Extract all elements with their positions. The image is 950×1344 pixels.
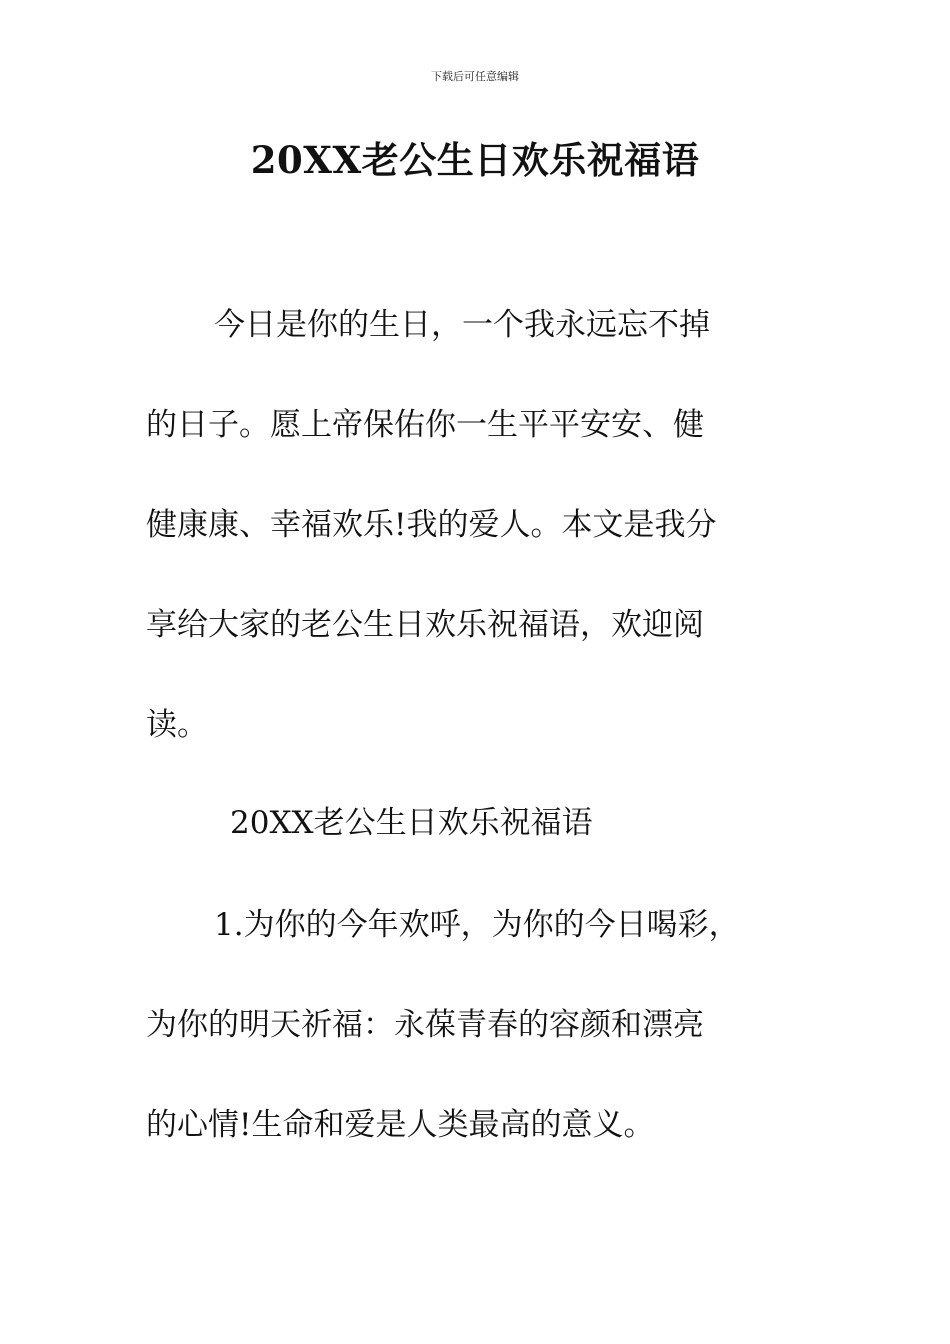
document-title: 20XX老公生日欢乐祝福语	[250, 138, 700, 182]
intro-line-2: 的日子。愿上帝保佑你一生平平安安、健	[146, 407, 704, 443]
intro-line-4: 享给大家的老公生日欢乐祝福语，欢迎阅	[146, 607, 704, 643]
intro-line-1: 今日是你的生日，一个我永远忘不掉	[214, 307, 710, 343]
intro-line-3: 健康康、幸福欢乐!我的爱人。本文是我分	[146, 507, 717, 543]
item-1-line-2: 为你的明天祈福：永葆青春的容颜和漂亮	[146, 1007, 704, 1043]
item-1-line-3: 的心情!生命和爱是人类最高的意义。	[146, 1107, 655, 1143]
header-note: 下载后可任意编辑	[431, 70, 519, 83]
item-1-line-1: 1.为你的今年欢呼，为你的今日喝彩，	[214, 907, 740, 943]
section-heading: 20XX老公生日欢乐祝福语	[230, 805, 593, 841]
intro-line-5: 读。	[146, 707, 208, 743]
